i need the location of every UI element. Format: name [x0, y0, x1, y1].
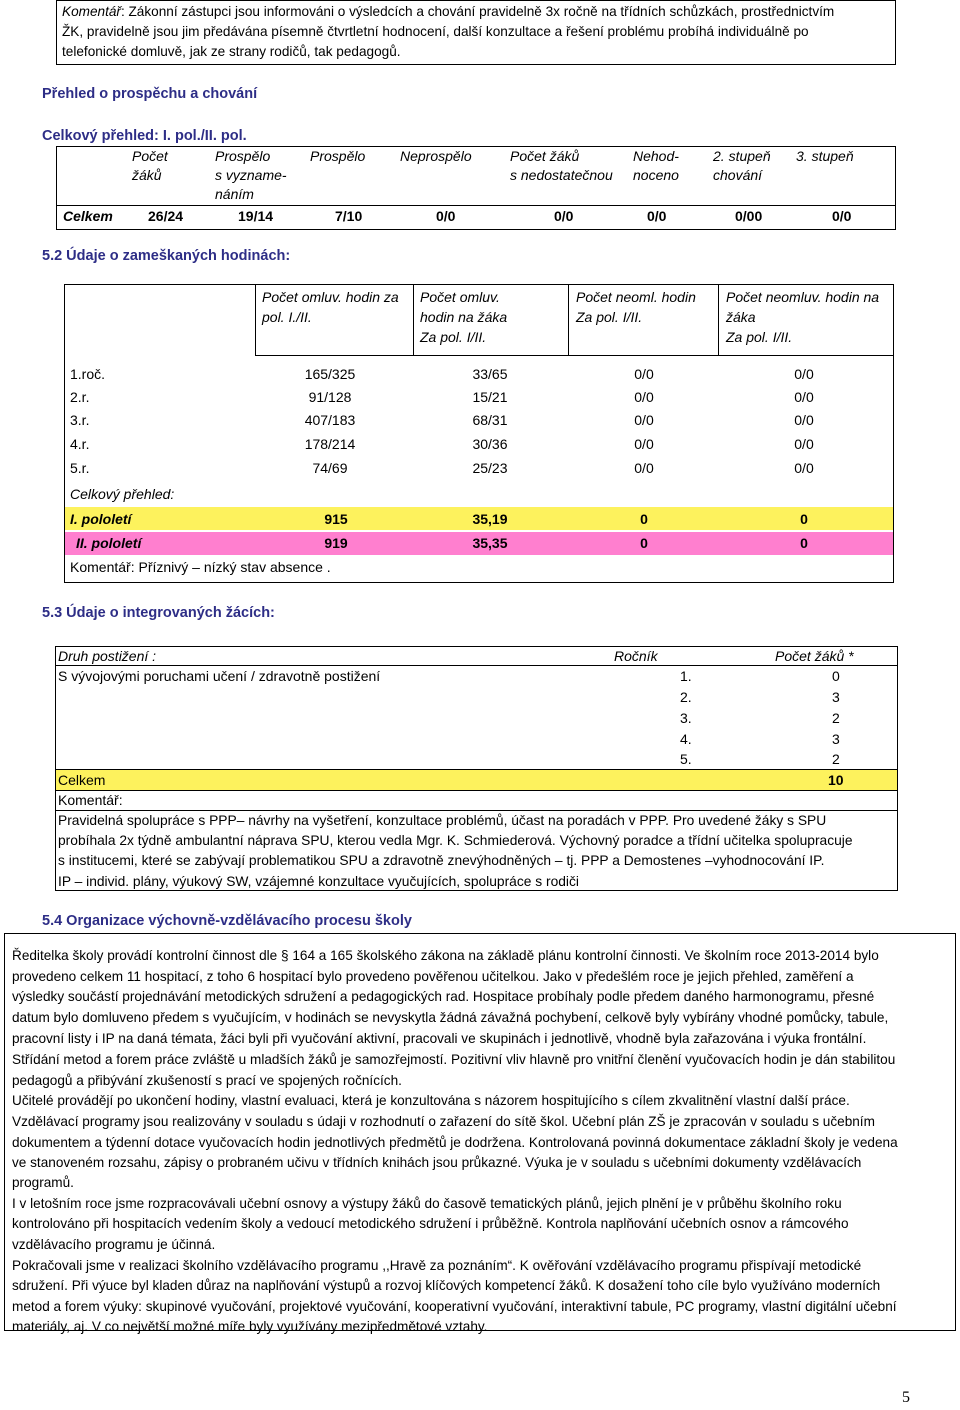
organizace-line: metod a forem výuky: skupinové vyučování, projektové vyučování, kooperativní vyučování, interaktivní tabule, PC programy, vlastní digitální učební [12, 1299, 897, 1314]
header-nedostatecnou-2: s nedostatečnou [510, 167, 613, 183]
organizace-line: Učitelé provádějí po ukončení hodiny, vlastní evaluaci, která je konzultována s názorem hospitujícího s cílem zkvalitnění vlastní další práce. [12, 1093, 850, 1108]
header-pocet: Počet [132, 148, 168, 164]
absence-header-0: Počet omluv. hodin za [262, 289, 399, 305]
organizace-line: provedeno celkem 11 hospitací, z toho 6 hospitací bylo provedeno pověřenou učitelkou. Jako v předešlém roce je jejich přehled, zaměření a [12, 969, 854, 984]
prospech-value-4: 0/0 [554, 208, 574, 224]
absence-header-2b: Za pol. I/II. [576, 309, 643, 325]
integrated-total-label: Celkem [58, 772, 106, 788]
sem1-label: I. pololetí [70, 511, 132, 527]
integrated-header-2: Počet žáků * [775, 648, 854, 664]
header-nehodnoceno: Nehod- [633, 148, 679, 164]
absence-header-3b: žáka [726, 309, 756, 325]
absence-header-3c: Za pol. I/II. [726, 329, 793, 345]
prospech-row-label: Celkem [63, 208, 113, 224]
header-prospelo-vyz-3: náním [215, 186, 254, 202]
section-title-integrated: 5.3 Údaje o integrovaných žácích: [42, 605, 275, 621]
organizace-line: I v letošním roce jsme rozpracovávali učební osnovy a výstupy žáků do časově tematických plánů, jejich plnění je v průběhu školního roku [12, 1196, 842, 1211]
organizace-line: pedagogů a přibývání zkušeností s prací ve spojených ročnících. [12, 1073, 402, 1088]
integrated-comment-line: Pravidelná spolupráce s PPP– návrhy na vyšetření, konzultace problémů, účast na poradách v PPP. Pro uvedené žáky s SPU [58, 813, 827, 828]
organizace-line: programů. [12, 1175, 74, 1190]
header-nehodnoceno-2: noceno [633, 167, 679, 183]
organizace-line: výsledky součástí projednávání metodických sdružení a pedagogických rad. Hospitace probíhaly podle předem daného harmonogramu, přesné [12, 989, 875, 1004]
section-title-organizace: 5.4 Organizace výchovně-vzdělávacího procesu školy [42, 913, 412, 929]
header-stupen3: 3. stupeň [796, 148, 854, 164]
prospech-value-0: 26/24 [148, 208, 184, 224]
prospech-overview-label: Celkový přehled: I. pol./II. pol. [42, 128, 247, 144]
absence-header-0b: pol. I./II. [262, 309, 312, 325]
organizace-line: sdružení. Při výuce byl kladen důraz na naplňování výstupů a rozvoj klíčových kompetencí žáků. K dosažení toho cíle bylo využíváno moderních [12, 1278, 881, 1293]
integrated-total-highlight [56, 770, 897, 790]
absence-header-2: Počet neoml. hodin [576, 289, 696, 305]
prospech-value-1: 19/14 [238, 208, 274, 224]
integrated-header-1: Ročník [614, 648, 658, 664]
header-neprospelo: Neprospělo [400, 148, 472, 164]
prospech-value-3: 0/0 [436, 208, 456, 224]
organizace-line: Ředitelka školy provádí kontrolní činnost dle § 164 a 165 školského zákona na základě plánu kontrolní činnosti. Ve školním roce 2013-2014 bylo [12, 948, 879, 963]
absence-header-1b: hodin na žáka [420, 309, 508, 325]
sem2-label: II. pololetí [76, 535, 142, 551]
organizace-line: datum bylo domluveno předem s vyučujícím, v hodinách se nevyskytla žádná závažná pochybení, celkově byly vybírány vhodné pomůcky, tabule, [12, 1010, 889, 1025]
prospech-value-5: 0/0 [647, 208, 667, 224]
organizace-line: Vzdělávací programy jsou realizovány v souladu s údaji v rozhodnutí o zařazení do sítě škol. Učební plán ZŠ je zpracován v souladu s učebním [12, 1114, 875, 1129]
top-comment-line2: ŽK, pravidelně jsou jim předávána písemně čtvrtletní hodnocení, další konzultace a řešení problému probíhá individuálně po [62, 24, 809, 39]
organizace-line: ve stanoveném rozsahu, zápisy o probraném učivu v třídních knihách jsou průkazné. Výuka je v souladu s učebními dokumenty vzdělávacích [12, 1155, 862, 1170]
section-title-absence: 5.2 Údaje o zameškaných hodinách: [42, 248, 291, 264]
absence-header-1c: Za pol. I/II. [420, 329, 487, 345]
integrated-comment-label: Komentář: [58, 792, 123, 808]
header-prospelo-vyz-2: s vyzname- [215, 167, 287, 183]
integrated-comment-line: IP – individ. plány, výukový SW, vzájemné konzultace vyučujících, spolupráce s rodiči [58, 874, 579, 889]
organizace-line: materiály, aj. V co největší možné míře byly využívány mezipředmětové vztahy. [12, 1319, 488, 1334]
header-prospelo: Prospělo [310, 148, 366, 164]
integrated-total-value: 10 [828, 772, 844, 788]
absence-header-1: Počet omluv. [420, 289, 500, 305]
prospech-value-6: 0/00 [735, 208, 763, 224]
organizace-line: pracovní listy i IP na daná témata, žáci byli při vyučování aktivní, pracovali ve skupinách i jednotlivě, vhodně byla zařazována i výuka frontální. [12, 1031, 867, 1046]
header-prospelo-vyz: Prospělo [215, 148, 271, 164]
absence-overview-label: Celkový přehled: [70, 486, 175, 502]
organizace-line: kontrolováno při hospitacích vedením školy a vedoucí metodického sdružení i průběžně. Kontrola naplňování učebních osnov a rámcového [12, 1216, 849, 1231]
integrated-comment-line: probíhala 2x týdně ambulantní náprava SPU, kterou vedla Mgr. K. Schmiederová. Výchovný poradce a třídní učitelka spolupracuje [58, 833, 853, 848]
header-stupen2-2: chování [713, 167, 763, 183]
organizace-line: vzdělávacího programu je účinná. [12, 1237, 216, 1252]
integrated-comment-line: s institucemi, které se zabývají problematikou SPU a zdravotně znevýhodněných – tj. PPP a Demostenes –vyhodnocování IP. [58, 853, 825, 868]
comment-label: Komentář [62, 4, 121, 19]
section-title-prospech: Přehled o prospěchu a chování [42, 86, 258, 102]
page-number: 5 [902, 1389, 910, 1406]
organizace-line: Pokračovali jsme v realizaci školního vzdělávacího programu ,,Hravě za poznáním“. K ověřování vzdělávacího programu přispívají metodické [12, 1258, 862, 1273]
header-stupen2: 2. stupeň [713, 148, 771, 164]
integrated-header-0: Druh postižení : [58, 648, 157, 664]
organizace-line: dokumentem a týdenní dotace vyučovacích hodin jednotlivých předmětů je dodržena. Kontrolovaná povinná dokumentace základní školy je vedena [12, 1135, 898, 1150]
absence-header-3: Počet neomluv. hodin na [726, 289, 880, 305]
prospech-value-2: 7/10 [335, 208, 363, 224]
header-pocet-2: žáků [132, 167, 162, 183]
top-comment-line1: Komentář: Zákonní zástupci jsou informováni o výsledcích a chování pravidelně 3x ročně na třídních schůzkách, prostřednictvím [62, 4, 835, 19]
integrated-disability: S vývojovými poruchami učení / zdravotně postižení [58, 668, 381, 684]
organizace-line: Střídání metod a forem práce zvláště u mladších žáků je samozřejmostí. Pozitivní vliv hlavně pro vnitřní členění vyučovacích hodin je dán stabilitou [12, 1052, 896, 1067]
absence-comment: Komentář: Příznivý – nízký stav absence . [70, 559, 331, 575]
top-comment-line3: telefonické domluvě, jak ze strany rodičů, tak pedagogů. [62, 44, 401, 59]
header-nedostatecnou: Počet žáků [510, 148, 580, 164]
prospech-value-7: 0/0 [832, 208, 852, 224]
